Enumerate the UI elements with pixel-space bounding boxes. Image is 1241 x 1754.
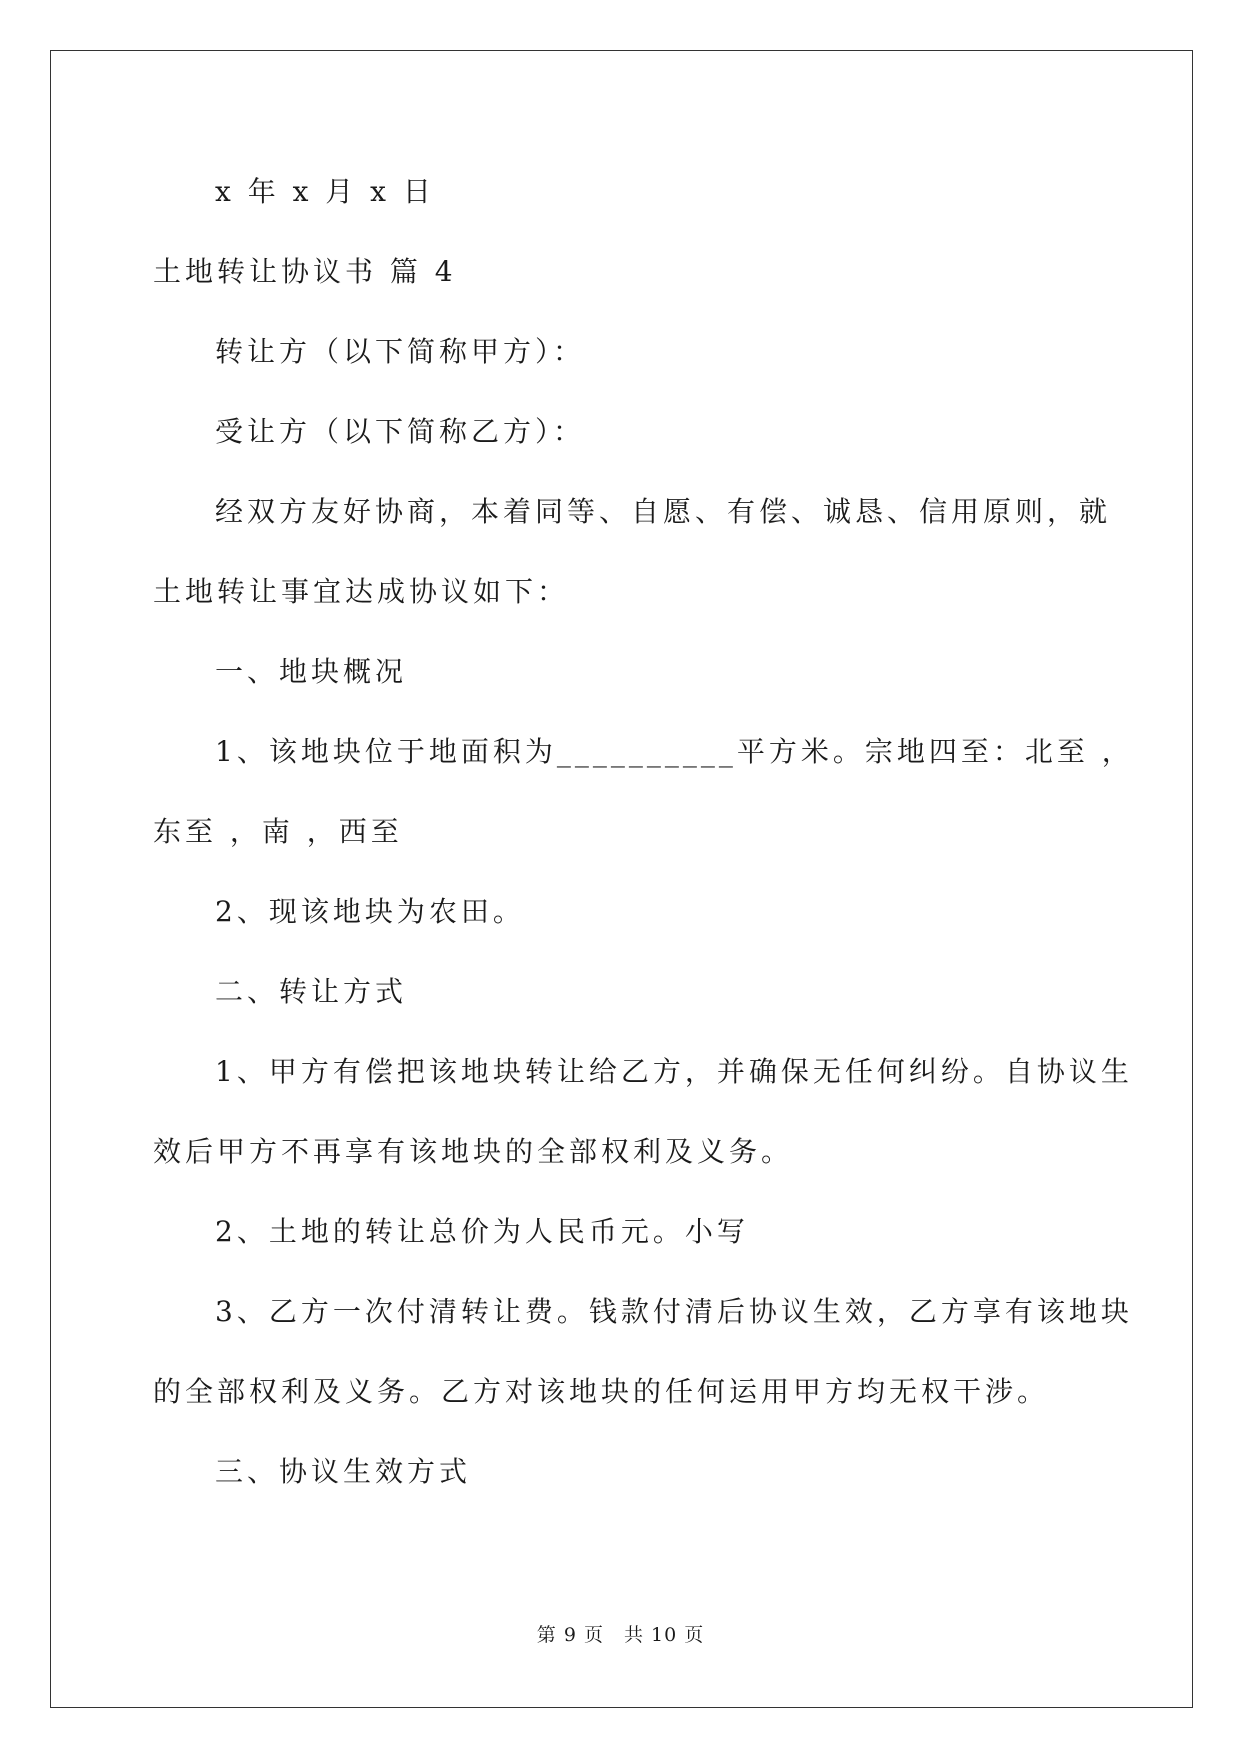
paragraph-line: 土地转让事宜达成协议如下： — [153, 575, 570, 608]
date-line: x 年 x 月 x 日 — [215, 175, 435, 208]
paragraph-line: 经双方友好协商，本着同等、自愿、有偿、诚恳、信用原则，就 — [215, 495, 1112, 528]
heading-transfer-method: 二、转让方式 — [215, 975, 408, 1008]
paragraph-line: 2、土地的转让总价为人民币元。小写 — [215, 1215, 749, 1248]
paragraph-line: 1、该地块位于地面积为__________平方米。宗地四至：北至 ， — [215, 735, 1134, 768]
heading-effective-method: 三、协议生效方式 — [215, 1455, 472, 1488]
paragraph-line: 3、乙方一次付清转让费。钱款付清后协议生效，乙方享有该地块 — [215, 1295, 1133, 1328]
section-title: 土地转让协议书 篇 4 — [153, 255, 457, 288]
page-number-total: 共 10 页 — [623, 1624, 705, 1646]
transferor-line: 转让方（以下简称甲方）： — [215, 335, 586, 368]
page-footer — [0, 1623, 1241, 1647]
transferee-line: 受让方（以下简称乙方）： — [215, 415, 586, 448]
paragraph-line: 东至 ，南 ，西至 — [153, 815, 403, 848]
heading-land-overview: 一、地块概况 — [215, 655, 408, 688]
paragraph-line: 的全部权利及义务。乙方对该地块的任何运用甲方均无权干涉。 — [153, 1375, 1050, 1408]
page-number-current: 第 9 页 — [536, 1624, 604, 1646]
paragraph-line: 2、现该地块为农田。 — [215, 895, 525, 928]
paragraph-line: 效后甲方不再享有该地块的全部权利及义务。 — [153, 1135, 794, 1168]
paragraph-line: 1、甲方有偿把该地块转让给乙方，并确保无任何纠纷。自协议生 — [215, 1055, 1133, 1088]
